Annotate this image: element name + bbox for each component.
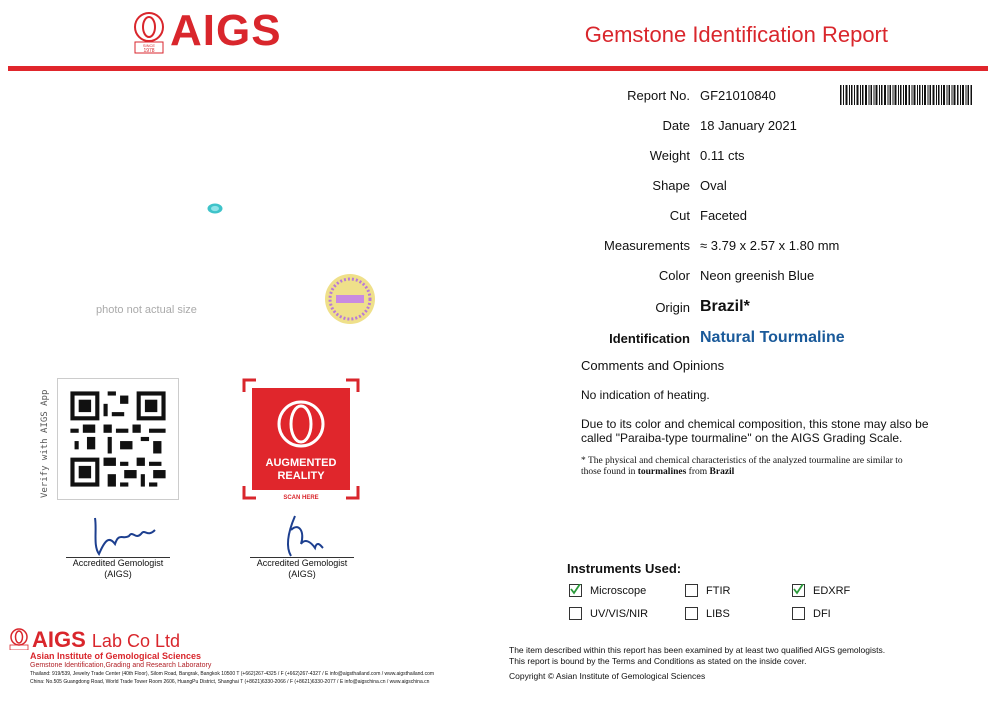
instruments-heading: Instruments Used: xyxy=(567,561,682,576)
footnote-text: from xyxy=(686,467,710,477)
footer-thailand-address: Thailand: 919/539, Jewelry Trade Center (40th Floor), Silom Road, Bangrak, Bangkok 10500 T (+662)267-4325 / F (+662)267-4327 / E info@aigsthailand.com / www.aigsthailand.com xyxy=(30,671,435,677)
footer-lab-suffix: Lab Co Ltd xyxy=(91,631,180,651)
instrument-label: DFI xyxy=(813,607,831,620)
instrument-microscope xyxy=(569,584,646,597)
footer-services: Gemstone Identification,Grading and Research Laboratory xyxy=(30,662,212,669)
detail-label: Measurements xyxy=(604,237,690,253)
signature-title: Accredited Gemologist xyxy=(256,558,348,568)
identification-value: Natural Tourmaline xyxy=(700,329,845,346)
detail-row-cut xyxy=(510,205,990,225)
aigs-seal-logo xyxy=(133,12,165,54)
checkbox-unchecked-icon xyxy=(569,607,582,620)
detail-value: Neon greenish Blue xyxy=(700,267,815,283)
instrument-dfi xyxy=(792,607,831,620)
detail-label: Origin xyxy=(655,299,690,315)
qr-code[interactable] xyxy=(57,378,179,500)
detail-label: Date xyxy=(662,117,690,133)
detail-value: ≈ 3.79 x 2.57 x 1.80 mm xyxy=(700,237,840,253)
footnote-origin: Brazil xyxy=(709,467,735,477)
origin-value: Brazil* xyxy=(700,298,750,315)
checkbox-unchecked-icon xyxy=(685,584,698,597)
signature-org: (AIGS) xyxy=(288,569,316,579)
instrument-edxrf xyxy=(792,584,850,597)
comment-paraiba-line1: Due to its color and chemical composition, this stone may also be xyxy=(581,417,929,431)
detail-label: Report No. xyxy=(627,87,690,103)
barcode xyxy=(840,85,972,105)
signature-1 xyxy=(85,510,165,560)
comments-heading: Comments and Opinions xyxy=(581,358,725,373)
detail-row-color xyxy=(510,265,990,285)
signature-caption-1 xyxy=(66,558,170,580)
footer-china-address: China: No.505 Guangdong Road, World Trade Tower Room 2606, HuangPu District, Shanghai T (+8621)6330-2066 / F (+8621)6330-2077 / E info@aigschina.cn / www.aigschina.cn xyxy=(30,679,430,685)
detail-row-date xyxy=(510,115,990,135)
aigs-logo-text: AIGS xyxy=(170,6,282,55)
signature-caption-2 xyxy=(250,558,354,580)
checkbox-checked-icon xyxy=(569,584,582,597)
augmented-reality-scan-badge[interactable] xyxy=(242,378,360,502)
detail-row-shape xyxy=(510,175,990,195)
checkbox-checked-icon xyxy=(792,584,805,597)
svg-text:SINCE: SINCE xyxy=(142,43,156,48)
gemstone-photo xyxy=(207,203,223,214)
checkbox-unchecked-icon xyxy=(685,607,698,620)
detail-label: Cut xyxy=(669,207,690,223)
detail-row-weight xyxy=(510,145,990,165)
footnote-mineral: tourmalines xyxy=(637,467,687,477)
instrument-label: FTIR xyxy=(706,584,731,597)
aigs-lab-seal-icon xyxy=(8,628,30,650)
detail-row-identification xyxy=(510,328,990,348)
svg-text:1978: 1978 xyxy=(143,48,155,54)
photo-not-actual-size-note: photo not actual size xyxy=(96,304,197,316)
ar-label-line2: REALITY xyxy=(277,470,325,482)
footer-lab-name: AIGS xyxy=(32,627,86,652)
instrument-ftir xyxy=(685,584,730,597)
detail-value: Oval xyxy=(700,177,727,193)
instrument-uv-vis-nir xyxy=(569,607,648,620)
instrument-label: Microscope xyxy=(590,584,647,597)
detail-label: Shape xyxy=(652,177,690,193)
instrument-label: EDXRF xyxy=(813,584,851,597)
detail-value: 0.11 cts xyxy=(700,147,745,163)
footer-lab-logo xyxy=(32,627,180,653)
detail-value: 18 January 2021 xyxy=(700,117,797,133)
signature-org: (AIGS) xyxy=(104,569,132,579)
instrument-libs xyxy=(685,607,730,620)
qr-code-icon xyxy=(58,379,178,499)
detail-row-measurements xyxy=(510,235,990,255)
instrument-label: UV/VIS/NIR xyxy=(590,607,649,620)
detail-value: GF21010840 xyxy=(700,87,776,103)
ar-label-line1: AUGMENTED xyxy=(265,457,337,469)
detail-row-origin xyxy=(510,297,990,317)
hologram-seal xyxy=(324,273,376,325)
report-title: Gemstone Identification Report xyxy=(584,22,888,47)
comment-paraiba-line2: called "Paraiba-type tourmaline" on the AIGS Grading Scale. xyxy=(581,431,903,445)
footnote-line1: * The physical and chemical characteristics of the analyzed tourmaline are similar to xyxy=(581,456,903,466)
footnote-text: those found in xyxy=(581,467,638,477)
instrument-label: LIBS xyxy=(706,607,730,620)
verify-with-app-text: Verify with AIGS App xyxy=(40,389,50,498)
footer-institute: Asian Institute of Gemological Sciences xyxy=(30,651,202,661)
signature-title: Accredited Gemologist xyxy=(72,558,164,568)
ar-scan-here: SCAN HERE xyxy=(283,495,319,501)
footnote-line2 xyxy=(581,467,734,477)
comment-heating: No indication of heating. xyxy=(581,388,710,402)
signature-2 xyxy=(275,510,335,560)
footer-legal-line1: The item described within this report has been examined by at least two qualified AIGS gemologists. xyxy=(509,645,886,655)
detail-label: Color xyxy=(658,267,690,283)
checkbox-unchecked-icon xyxy=(792,607,805,620)
footer-legal-line2: This report is bound by the Terms and Conditions as stated on the inside cover. xyxy=(509,656,807,666)
footer-copyright: Copyright © Asian Institute of Gemological Sciences xyxy=(509,671,706,681)
detail-value: Faceted xyxy=(700,207,747,223)
header-rule xyxy=(8,66,988,71)
detail-label: Identification xyxy=(609,330,690,346)
detail-label: Weight xyxy=(649,147,690,163)
